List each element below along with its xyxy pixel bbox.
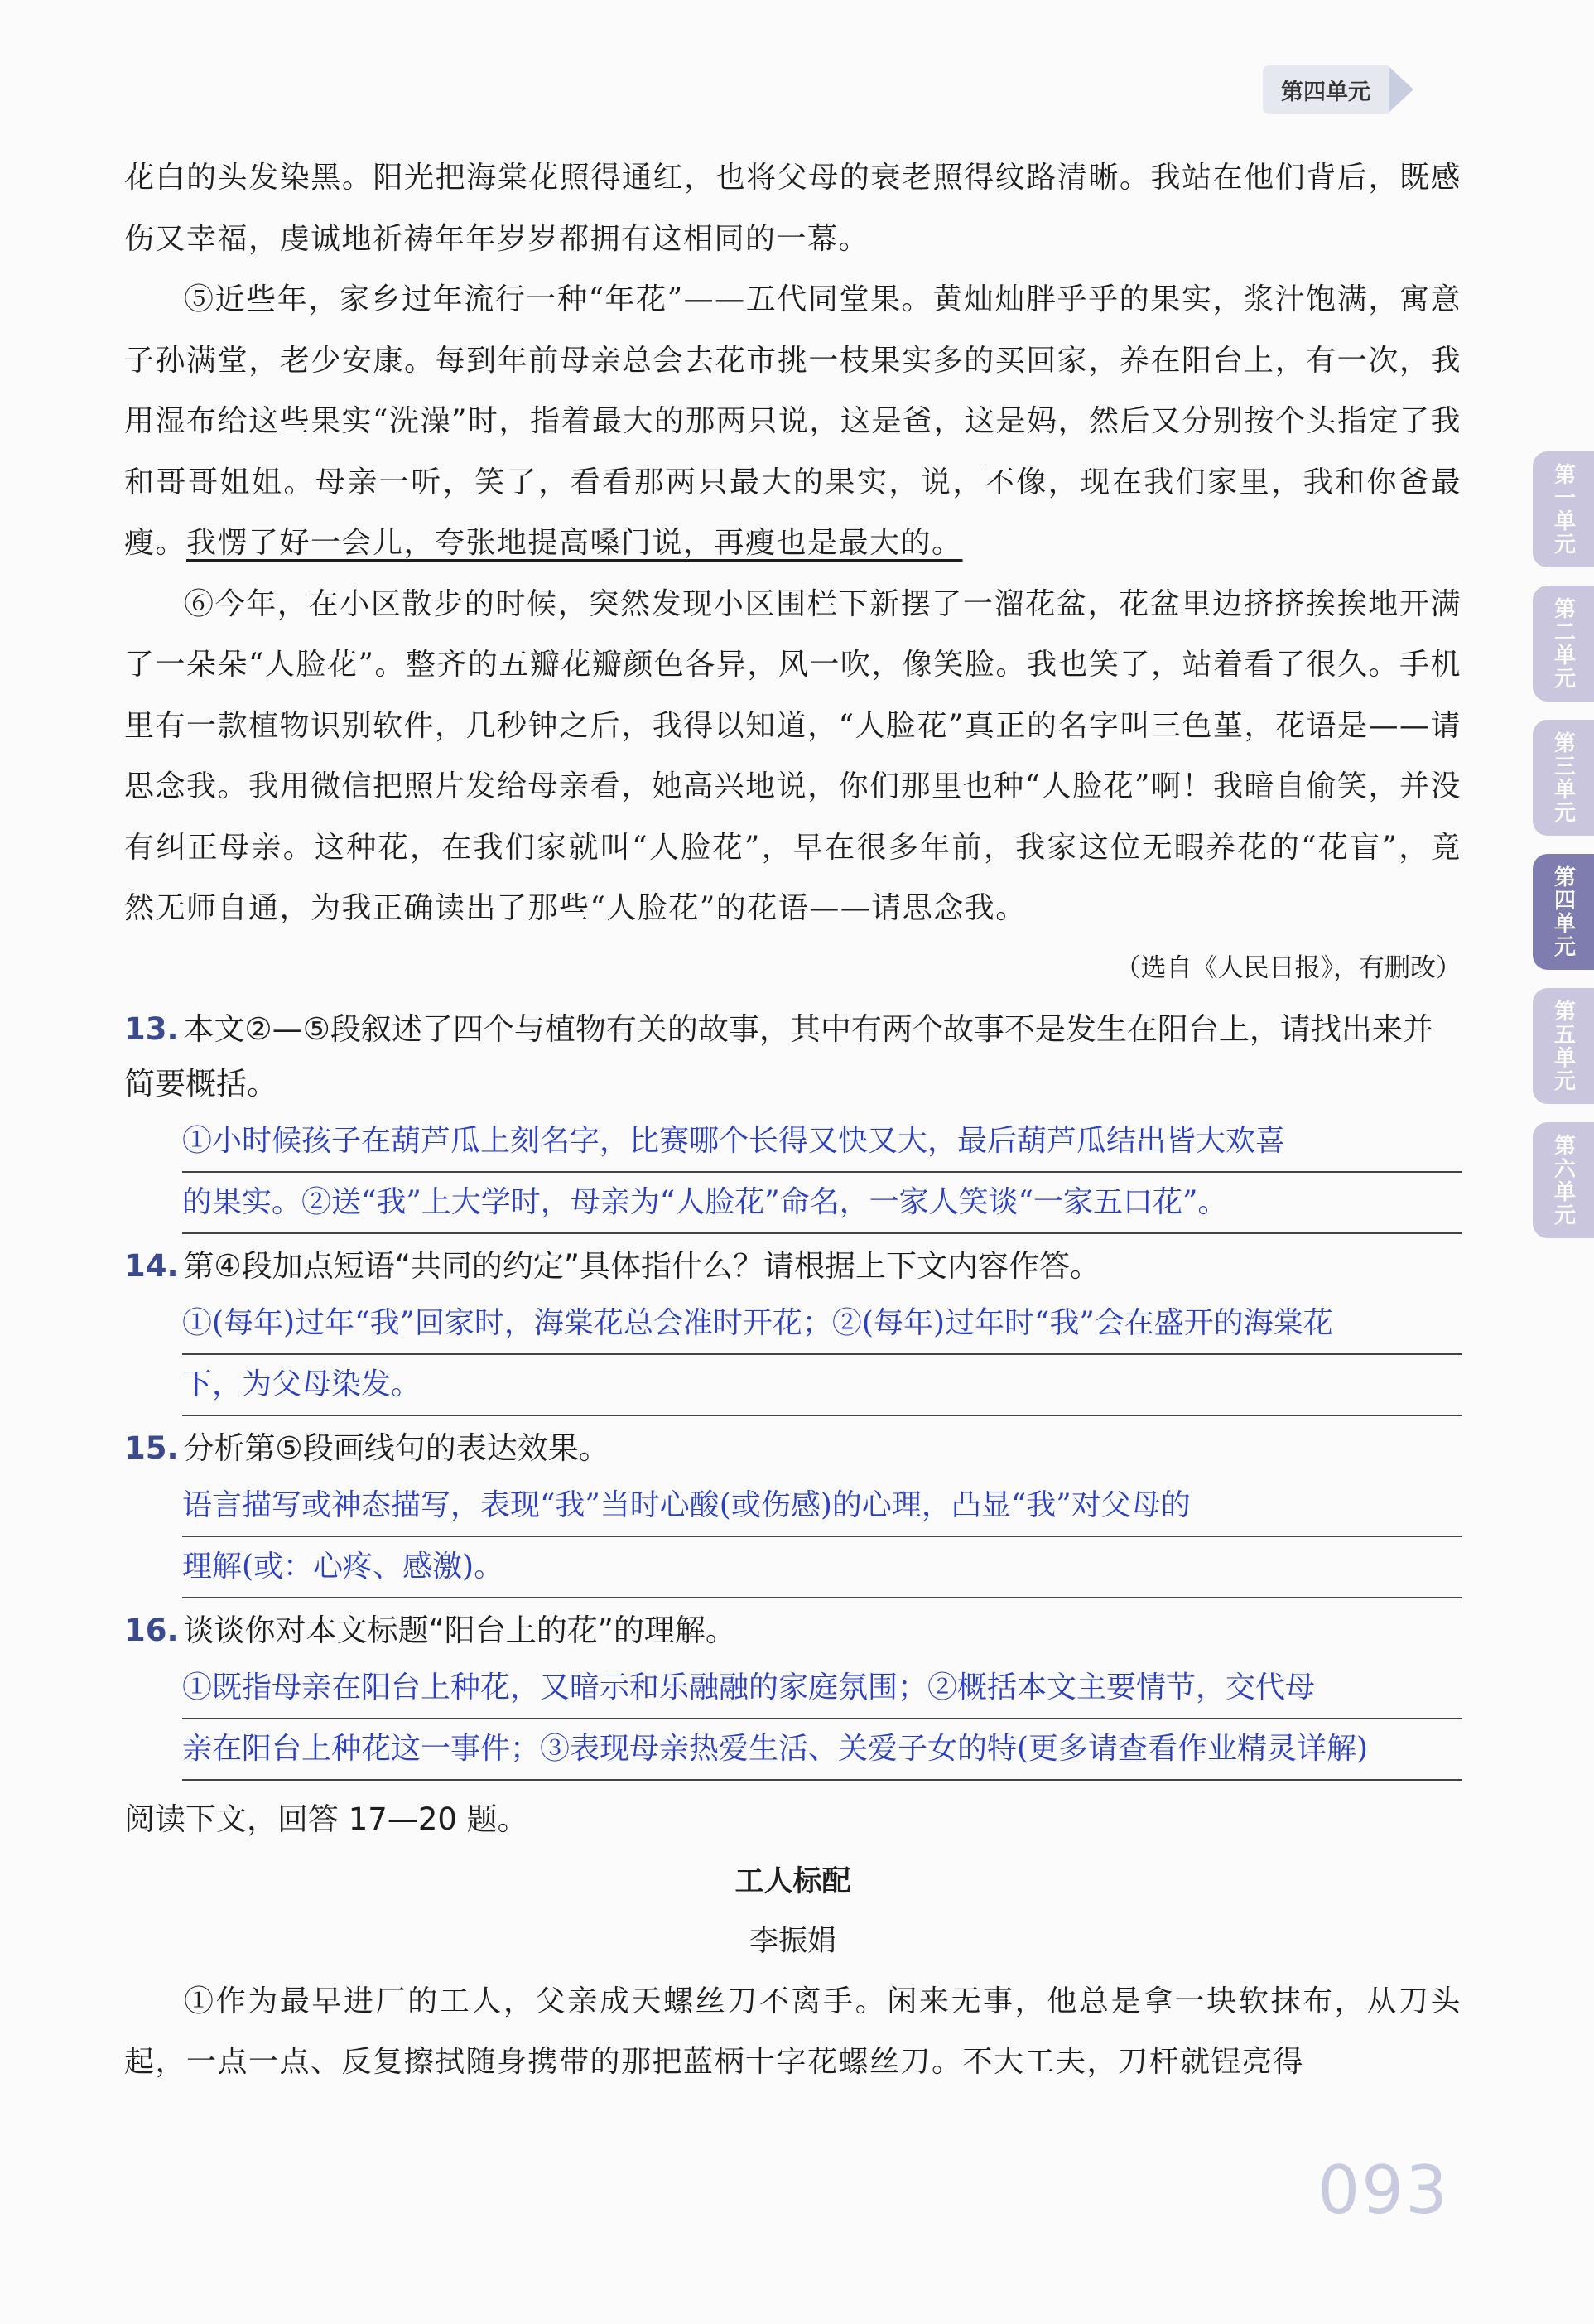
question-number: 13.: [124, 1010, 179, 1047]
question-line: [124, 1239, 1462, 1294]
tab-unit-4[interactable]: 第四单元: [1533, 854, 1594, 970]
tab-unit-3[interactable]: 第三单元: [1533, 720, 1594, 836]
paragraph-text: ⑤近些年，家乡过年流行一种“年花”——五代同堂果。黄灿灿胖乎乎的果实，浆汁饱满，寓意子孙满堂，老少安康。每到年前母亲总会去花市挑一枝果实多的买回家，养在阳台上，有一次，我用湿布给这些果实“洗澡”时，指着最大的那两只说，这是爸，这是妈，然后又分别按个头指定了我和哥哥姐姐。母亲一听，笑了，看看那两只最大的果实，说，不像，现在我们家里，我和你爸最瘦。: [124, 282, 1462, 560]
question-14: [124, 1239, 1462, 1416]
passage-paragraph: 花白的头发染黑。阳光把海棠花照得通红，也将父母的衰老照得纹路清晰。我站在他们背后，既感伤又幸福，虔诚地祈祷年年岁岁都拥有这相同的一幕。: [124, 161, 1462, 256]
tab-unit-5[interactable]: 第五单元: [1533, 988, 1594, 1104]
answer-line[interactable]: 亲在阳台上种花这一事件；③表现母亲热爱生活、关爱子女的特(更多请查看作业精灵详解): [182, 1719, 1462, 1781]
question-number: 14.: [124, 1247, 179, 1284]
question-text: 谈谈你对本文标题“阳台上的花”的理解。: [183, 1612, 736, 1648]
unit-header: [1263, 65, 1462, 114]
answer-line[interactable]: 的果实。②送“我”上大学时，母亲为“人脸花”命名，一家人笑谈“一家五口花”。: [182, 1173, 1462, 1234]
chevron-right-icon: [1389, 66, 1413, 113]
question-line: [124, 1002, 1462, 1111]
answer-line[interactable]: ①既指母亲在阳台上种花，又暗示和乐融融的家庭氛围；②概括本文主要情节，交代母: [182, 1658, 1462, 1719]
answer-line[interactable]: ①小时候孩子在葫芦瓜上刻名字，比赛哪个长得又快又大，最后葫芦瓜结出皆大欢喜: [182, 1111, 1462, 1173]
page-content: [124, 147, 1462, 2093]
tab-unit-1[interactable]: 第一单元: [1533, 451, 1594, 567]
question-15: [124, 1421, 1462, 1598]
question-13: [124, 1002, 1462, 1234]
passage-paragraph-1: ①作为最早进厂的工人，父亲成天螺丝刀不离手。闲来无事，他总是拿一块软抹布，从刀头起，一点一点、反复擦拭随身携带的那把蓝柄十字花螺丝刀。不大工夫，刀杆就锃亮得: [124, 1984, 1462, 2079]
answer-line[interactable]: 语言描写或神态描写，表现“我”当时心酸(或伤感)的心理，凸显“我”对父母的: [182, 1476, 1462, 1537]
question-line: [124, 1603, 1462, 1658]
article-title: 工人标配: [734, 1864, 851, 1898]
answer-line[interactable]: ①(每年)过年“我”回家时，海棠花总会准时开花；②(每年)过年时“我”会在盛开的海棠花: [182, 1294, 1462, 1355]
page-number: 093: [1317, 2152, 1449, 2229]
unit-tabs: [1528, 451, 1594, 1256]
question-number: 16.: [124, 1612, 179, 1648]
question-text: 分析第⑤段画线句的表达效果。: [183, 1430, 609, 1466]
underlined-sentence: 我愣了好一会儿，夸张地提高嗓门说，再瘦也是最大的。: [186, 526, 963, 560]
question-text: 第④段加点短语“共同的约定”具体指什么？请根据上下文内容作答。: [183, 1247, 1101, 1284]
question-number: 15.: [124, 1430, 179, 1466]
answer-line[interactable]: 理解(或：心疼、感激)。: [182, 1537, 1462, 1598]
question-line: [124, 1421, 1462, 1476]
passage-paragraph-5: [124, 269, 1462, 574]
tab-unit-6[interactable]: 第六单元: [1533, 1122, 1594, 1238]
question-text: 本文②—⑤段叙述了四个与植物有关的故事，其中有两个故事不是发生在阳台上，请找出来并简要概括。: [124, 1010, 1433, 1102]
answer-line[interactable]: 下，为父母染发。: [182, 1355, 1462, 1416]
source-note: （选自《人民日报》，有删改）: [1115, 952, 1462, 983]
reading-intro: 阅读下文，回答 17—20 题。: [124, 1801, 528, 1837]
article-author: 李振娟: [749, 1924, 836, 1958]
tab-unit-2[interactable]: 第二单元: [1533, 586, 1594, 702]
passage-paragraph-6: ⑥今年，在小区散步的时候，突然发现小区围栏下新摆了一溜花盆，花盆里边挤挤挨挨地开满了一朵朵“人脸花”。整齐的五瓣花瓣颜色各异，风一吹，像笑脸。我也笑了，站着看了很久。手机里有一款植物识别软件，几秒钟之后，我得以知道，“人脸花”真正的名字叫三色堇，花语是——请思念我。我用微信把照片发给母亲看，她高兴地说，你们那里也种“人脸花”啊！我暗自偷笑，并没有纠正母亲。这种花，在我们家就叫“人脸花”，早在很多年前，我家这位无暇养花的“花盲”，竟然无师自通，为我正确读出了那些“人脸花”的花语——请思念我。: [124, 586, 1462, 925]
unit-header-label: 第四单元: [1263, 65, 1389, 114]
question-16: [124, 1603, 1462, 1781]
